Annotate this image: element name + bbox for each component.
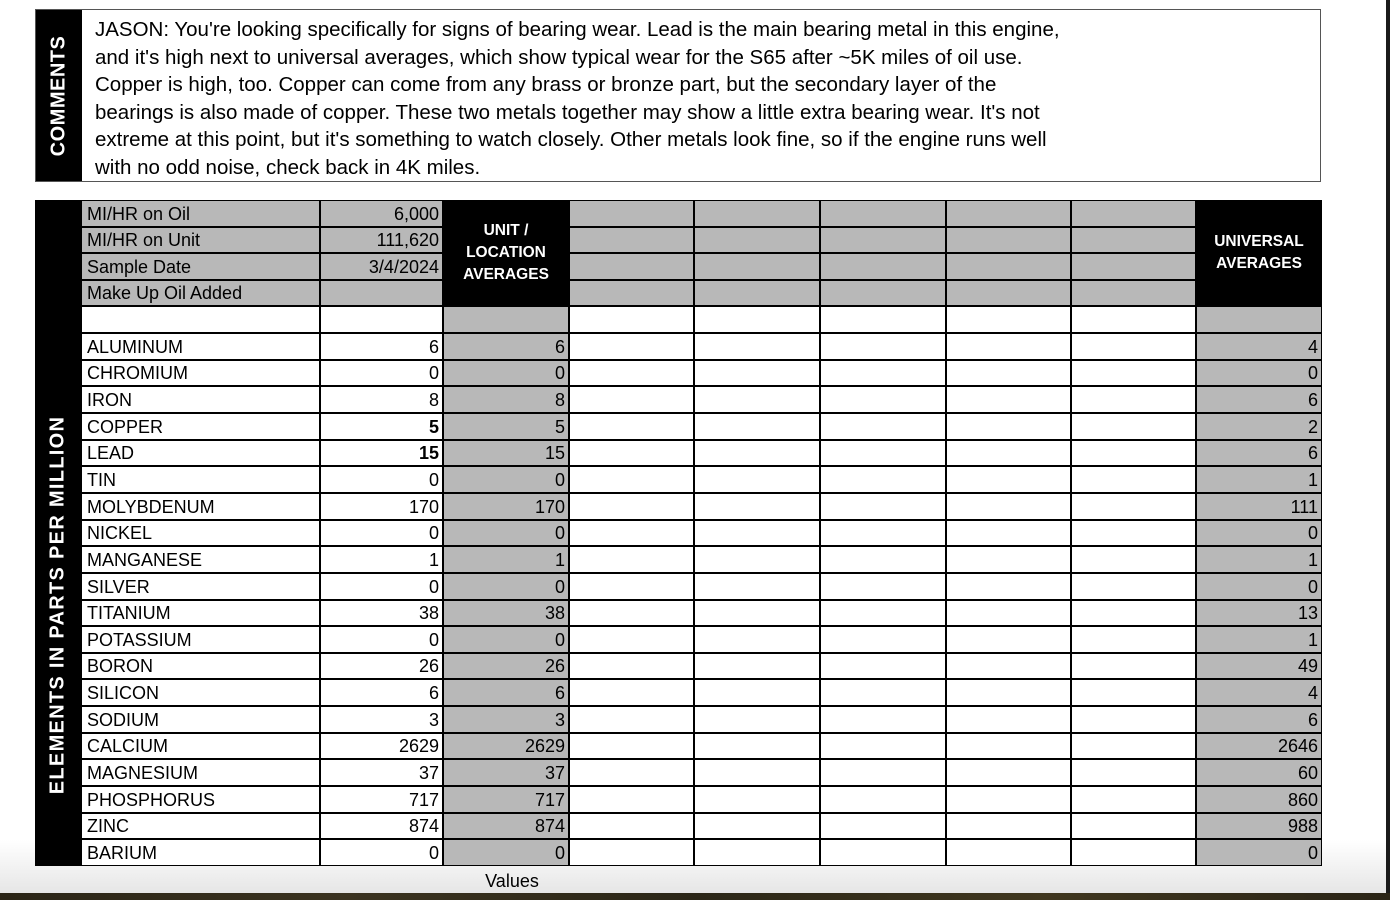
element-name: BARIUM bbox=[82, 840, 319, 865]
element-unit-average: 1 bbox=[444, 547, 568, 572]
elements-side-label: ELEMENTS IN PARTS PER MILLION bbox=[46, 415, 69, 795]
info-label: MI/HR on Oil bbox=[82, 201, 319, 226]
background-strip bbox=[0, 893, 1390, 900]
info-value bbox=[321, 281, 442, 305]
values-caption: Values bbox=[485, 871, 539, 891]
empty-history-cell bbox=[947, 840, 1070, 865]
empty-history-cell bbox=[695, 228, 819, 252]
empty-history-cell bbox=[821, 494, 945, 519]
element-universal-average: 0 bbox=[1197, 521, 1321, 545]
element-value: 0 bbox=[321, 361, 442, 385]
info-label: Sample Date bbox=[82, 254, 319, 279]
empty-history-cell bbox=[1072, 601, 1195, 625]
empty-history-cell bbox=[1072, 494, 1195, 519]
info-value: 6,000 bbox=[321, 201, 442, 226]
empty-history-cell bbox=[570, 467, 693, 492]
element-universal-average: 49 bbox=[1197, 654, 1321, 678]
empty-history-cell bbox=[947, 654, 1070, 678]
element-name: ALUMINUM bbox=[82, 334, 319, 359]
blank-cell bbox=[1072, 307, 1195, 332]
empty-history-cell bbox=[695, 840, 819, 865]
comments-label: COMMENTS bbox=[47, 35, 70, 156]
element-universal-average: 4 bbox=[1197, 680, 1321, 705]
element-name: CALCIUM bbox=[82, 734, 319, 758]
element-name: COPPER bbox=[82, 414, 319, 439]
element-unit-average: 15 bbox=[444, 441, 568, 465]
element-unit-average: 3 bbox=[444, 707, 568, 732]
universal-averages-header: UNIVERSAL AVERAGES bbox=[1197, 201, 1321, 305]
empty-history-cell bbox=[821, 361, 945, 385]
blank-cell bbox=[947, 307, 1070, 332]
blank-cell bbox=[321, 307, 442, 332]
empty-history-cell bbox=[821, 254, 945, 279]
empty-history-cell bbox=[947, 467, 1070, 492]
empty-history-cell bbox=[821, 814, 945, 838]
element-value: 170 bbox=[321, 494, 442, 519]
element-unit-average: 874 bbox=[444, 814, 568, 838]
element-value: 0 bbox=[321, 840, 442, 865]
element-value: 38 bbox=[321, 601, 442, 625]
element-name: TITANIUM bbox=[82, 601, 319, 625]
unit-location-averages-header: UNIT / LOCATION AVERAGES bbox=[444, 201, 568, 305]
comments-label-bar bbox=[36, 10, 82, 181]
element-value: 717 bbox=[321, 787, 442, 812]
empty-history-cell bbox=[695, 707, 819, 732]
empty-history-cell bbox=[570, 414, 693, 439]
empty-history-cell bbox=[570, 840, 693, 865]
blank-cell bbox=[695, 307, 819, 332]
empty-history-cell bbox=[570, 680, 693, 705]
empty-history-cell bbox=[947, 707, 1070, 732]
empty-history-cell bbox=[1072, 521, 1195, 545]
element-value: 3 bbox=[321, 707, 442, 732]
empty-history-cell bbox=[570, 201, 693, 226]
element-universal-average: 111 bbox=[1197, 494, 1321, 519]
empty-history-cell bbox=[1072, 840, 1195, 865]
empty-history-cell bbox=[570, 601, 693, 625]
element-name: CHROMIUM bbox=[82, 361, 319, 385]
element-name: ZINC bbox=[82, 814, 319, 838]
blank-cell bbox=[821, 307, 945, 332]
empty-history-cell bbox=[1072, 387, 1195, 412]
empty-history-cell bbox=[695, 201, 819, 226]
empty-history-cell bbox=[695, 734, 819, 758]
empty-history-cell bbox=[695, 814, 819, 838]
empty-history-cell bbox=[570, 254, 693, 279]
empty-history-cell bbox=[1072, 334, 1195, 359]
element-unit-average: 0 bbox=[444, 574, 568, 599]
empty-history-cell bbox=[821, 521, 945, 545]
empty-history-cell bbox=[947, 281, 1070, 305]
empty-history-cell bbox=[695, 547, 819, 572]
empty-history-cell bbox=[570, 654, 693, 678]
element-unit-average: 6 bbox=[444, 334, 568, 359]
empty-history-cell bbox=[947, 361, 1070, 385]
element-value: 26 bbox=[321, 654, 442, 678]
empty-history-cell bbox=[947, 387, 1070, 412]
empty-history-cell bbox=[1072, 441, 1195, 465]
element-value: 8 bbox=[321, 387, 442, 412]
element-universal-average: 0 bbox=[1197, 361, 1321, 385]
element-universal-average: 1 bbox=[1197, 547, 1321, 572]
empty-history-cell bbox=[821, 414, 945, 439]
element-value: 0 bbox=[321, 627, 442, 652]
empty-history-cell bbox=[821, 441, 945, 465]
info-value: 111,620 bbox=[321, 228, 442, 252]
empty-history-cell bbox=[821, 201, 945, 226]
empty-history-cell bbox=[821, 547, 945, 572]
empty-history-cell bbox=[695, 627, 819, 652]
empty-history-cell bbox=[570, 547, 693, 572]
empty-history-cell bbox=[947, 414, 1070, 439]
empty-history-cell bbox=[821, 787, 945, 812]
element-name: TIN bbox=[82, 467, 319, 492]
blank-cell bbox=[1197, 307, 1321, 332]
empty-history-cell bbox=[695, 281, 819, 305]
comments-box bbox=[35, 9, 1321, 182]
empty-history-cell bbox=[695, 680, 819, 705]
element-name: MOLYBDENUM bbox=[82, 494, 319, 519]
element-unit-average: 0 bbox=[444, 627, 568, 652]
element-value: 2629 bbox=[321, 734, 442, 758]
blank-cell bbox=[82, 307, 319, 332]
element-universal-average: 2 bbox=[1197, 414, 1321, 439]
empty-history-cell bbox=[570, 387, 693, 412]
empty-history-cell bbox=[1072, 627, 1195, 652]
element-unit-average: 2629 bbox=[444, 734, 568, 758]
empty-history-cell bbox=[695, 441, 819, 465]
empty-history-cell bbox=[695, 414, 819, 439]
empty-history-cell bbox=[1072, 654, 1195, 678]
element-name: IRON bbox=[82, 387, 319, 412]
empty-history-cell bbox=[947, 814, 1070, 838]
element-name: POTASSIUM bbox=[82, 627, 319, 652]
empty-history-cell bbox=[695, 521, 819, 545]
element-unit-average: 8 bbox=[444, 387, 568, 412]
element-universal-average: 6 bbox=[1197, 387, 1321, 412]
empty-history-cell bbox=[695, 334, 819, 359]
element-value: 37 bbox=[321, 760, 442, 785]
element-universal-average: 2646 bbox=[1197, 734, 1321, 758]
element-value: 0 bbox=[321, 574, 442, 599]
empty-history-cell bbox=[695, 467, 819, 492]
empty-history-cell bbox=[947, 680, 1070, 705]
element-name: PHOSPHORUS bbox=[82, 787, 319, 812]
empty-history-cell bbox=[695, 601, 819, 625]
empty-history-cell bbox=[821, 467, 945, 492]
element-unit-average: 717 bbox=[444, 787, 568, 812]
empty-history-cell bbox=[695, 361, 819, 385]
blank-cell bbox=[570, 307, 693, 332]
empty-history-cell bbox=[570, 361, 693, 385]
empty-history-cell bbox=[570, 574, 693, 599]
empty-history-cell bbox=[570, 281, 693, 305]
empty-history-cell bbox=[821, 734, 945, 758]
element-universal-average: 1 bbox=[1197, 467, 1321, 492]
empty-history-cell bbox=[1072, 361, 1195, 385]
empty-history-cell bbox=[1072, 814, 1195, 838]
empty-history-cell bbox=[821, 654, 945, 678]
empty-history-cell bbox=[947, 201, 1070, 226]
element-unit-average: 38 bbox=[444, 601, 568, 625]
window-edge bbox=[1386, 0, 1390, 900]
empty-history-cell bbox=[821, 760, 945, 785]
empty-history-cell bbox=[1072, 467, 1195, 492]
empty-history-cell bbox=[695, 387, 819, 412]
blank-cell bbox=[444, 307, 568, 332]
empty-history-cell bbox=[947, 521, 1070, 545]
empty-history-cell bbox=[1072, 414, 1195, 439]
element-value: 874 bbox=[321, 814, 442, 838]
empty-history-cell bbox=[947, 494, 1070, 519]
empty-history-cell bbox=[570, 441, 693, 465]
element-name: SODIUM bbox=[82, 707, 319, 732]
empty-history-cell bbox=[1072, 254, 1195, 279]
element-name: SILVER bbox=[82, 574, 319, 599]
empty-history-cell bbox=[947, 734, 1070, 758]
element-name: MANGANESE bbox=[82, 547, 319, 572]
empty-history-cell bbox=[1072, 680, 1195, 705]
empty-history-cell bbox=[947, 627, 1070, 652]
info-label: Make Up Oil Added bbox=[82, 281, 319, 305]
element-name: LEAD bbox=[82, 441, 319, 465]
empty-history-cell bbox=[570, 734, 693, 758]
empty-history-cell bbox=[1072, 201, 1195, 226]
elements-table bbox=[35, 200, 1322, 866]
empty-history-cell bbox=[947, 334, 1070, 359]
element-unit-average: 0 bbox=[444, 840, 568, 865]
empty-history-cell bbox=[1072, 228, 1195, 252]
empty-history-cell bbox=[947, 760, 1070, 785]
empty-history-cell bbox=[570, 521, 693, 545]
empty-history-cell bbox=[821, 334, 945, 359]
element-universal-average: 988 bbox=[1197, 814, 1321, 838]
empty-history-cell bbox=[821, 840, 945, 865]
element-value: 15 bbox=[321, 441, 442, 465]
empty-history-cell bbox=[695, 787, 819, 812]
element-name: BORON bbox=[82, 654, 319, 678]
empty-history-cell bbox=[570, 707, 693, 732]
element-universal-average: 6 bbox=[1197, 441, 1321, 465]
info-label: MI/HR on Unit bbox=[82, 228, 319, 252]
element-unit-average: 0 bbox=[444, 521, 568, 545]
empty-history-cell bbox=[821, 680, 945, 705]
element-unit-average: 0 bbox=[444, 467, 568, 492]
element-universal-average: 860 bbox=[1197, 787, 1321, 812]
empty-history-cell bbox=[570, 814, 693, 838]
element-value: 0 bbox=[321, 467, 442, 492]
empty-history-cell bbox=[821, 574, 945, 599]
empty-history-cell bbox=[695, 574, 819, 599]
element-name: NICKEL bbox=[82, 521, 319, 545]
element-value: 5 bbox=[321, 414, 442, 439]
info-value: 3/4/2024 bbox=[321, 254, 442, 279]
element-value: 6 bbox=[321, 334, 442, 359]
element-unit-average: 5 bbox=[444, 414, 568, 439]
empty-history-cell bbox=[1072, 760, 1195, 785]
empty-history-cell bbox=[821, 228, 945, 252]
element-universal-average: 0 bbox=[1197, 574, 1321, 599]
elements-side-label-bar bbox=[35, 200, 81, 866]
empty-history-cell bbox=[570, 334, 693, 359]
empty-history-cell bbox=[570, 787, 693, 812]
element-universal-average: 60 bbox=[1197, 760, 1321, 785]
empty-history-cell bbox=[1072, 707, 1195, 732]
element-universal-average: 13 bbox=[1197, 601, 1321, 625]
empty-history-cell bbox=[695, 494, 819, 519]
empty-history-cell bbox=[947, 228, 1070, 252]
element-unit-average: 26 bbox=[444, 654, 568, 678]
element-unit-average: 170 bbox=[444, 494, 568, 519]
empty-history-cell bbox=[947, 547, 1070, 572]
element-name: SILICON bbox=[82, 680, 319, 705]
empty-history-cell bbox=[821, 601, 945, 625]
empty-history-cell bbox=[821, 281, 945, 305]
empty-history-cell bbox=[821, 627, 945, 652]
empty-history-cell bbox=[695, 654, 819, 678]
empty-history-cell bbox=[947, 441, 1070, 465]
comments-text: JASON: You're looking specifically for signs of bearing wear. Lead is the main bearing metal in this engine, and it's high next to universal averages, which show typical wear for the S65 after ~5K miles of oil use. Copper is high, too. Copper can come from any brass or bronze part, but the secondary layer of the bearings is also made of copper. These two metals together may show a little extra bearing wear. It's not extreme at this point, but it's something to watch closely. Other metals look fine, so if the engine runs well with no odd noise, check back in 4K miles. bbox=[95, 18, 1060, 179]
empty-history-cell bbox=[1072, 574, 1195, 599]
empty-history-cell bbox=[570, 627, 693, 652]
empty-history-cell bbox=[947, 601, 1070, 625]
empty-history-cell bbox=[570, 494, 693, 519]
element-universal-average: 1 bbox=[1197, 627, 1321, 652]
element-value: 0 bbox=[321, 521, 442, 545]
element-name: MAGNESIUM bbox=[82, 760, 319, 785]
empty-history-cell bbox=[695, 254, 819, 279]
empty-history-cell bbox=[947, 254, 1070, 279]
empty-history-cell bbox=[821, 387, 945, 412]
empty-history-cell bbox=[1072, 281, 1195, 305]
empty-history-cell bbox=[695, 760, 819, 785]
element-value: 1 bbox=[321, 547, 442, 572]
empty-history-cell bbox=[570, 228, 693, 252]
empty-history-cell bbox=[1072, 787, 1195, 812]
empty-history-cell bbox=[947, 787, 1070, 812]
empty-history-cell bbox=[947, 574, 1070, 599]
empty-history-cell bbox=[1072, 547, 1195, 572]
element-universal-average: 0 bbox=[1197, 840, 1321, 865]
element-value: 6 bbox=[321, 680, 442, 705]
element-unit-average: 37 bbox=[444, 760, 568, 785]
element-universal-average: 6 bbox=[1197, 707, 1321, 732]
empty-history-cell bbox=[821, 707, 945, 732]
element-unit-average: 6 bbox=[444, 680, 568, 705]
element-universal-average: 4 bbox=[1197, 334, 1321, 359]
element-unit-average: 0 bbox=[444, 361, 568, 385]
empty-history-cell bbox=[570, 760, 693, 785]
empty-history-cell bbox=[1072, 734, 1195, 758]
